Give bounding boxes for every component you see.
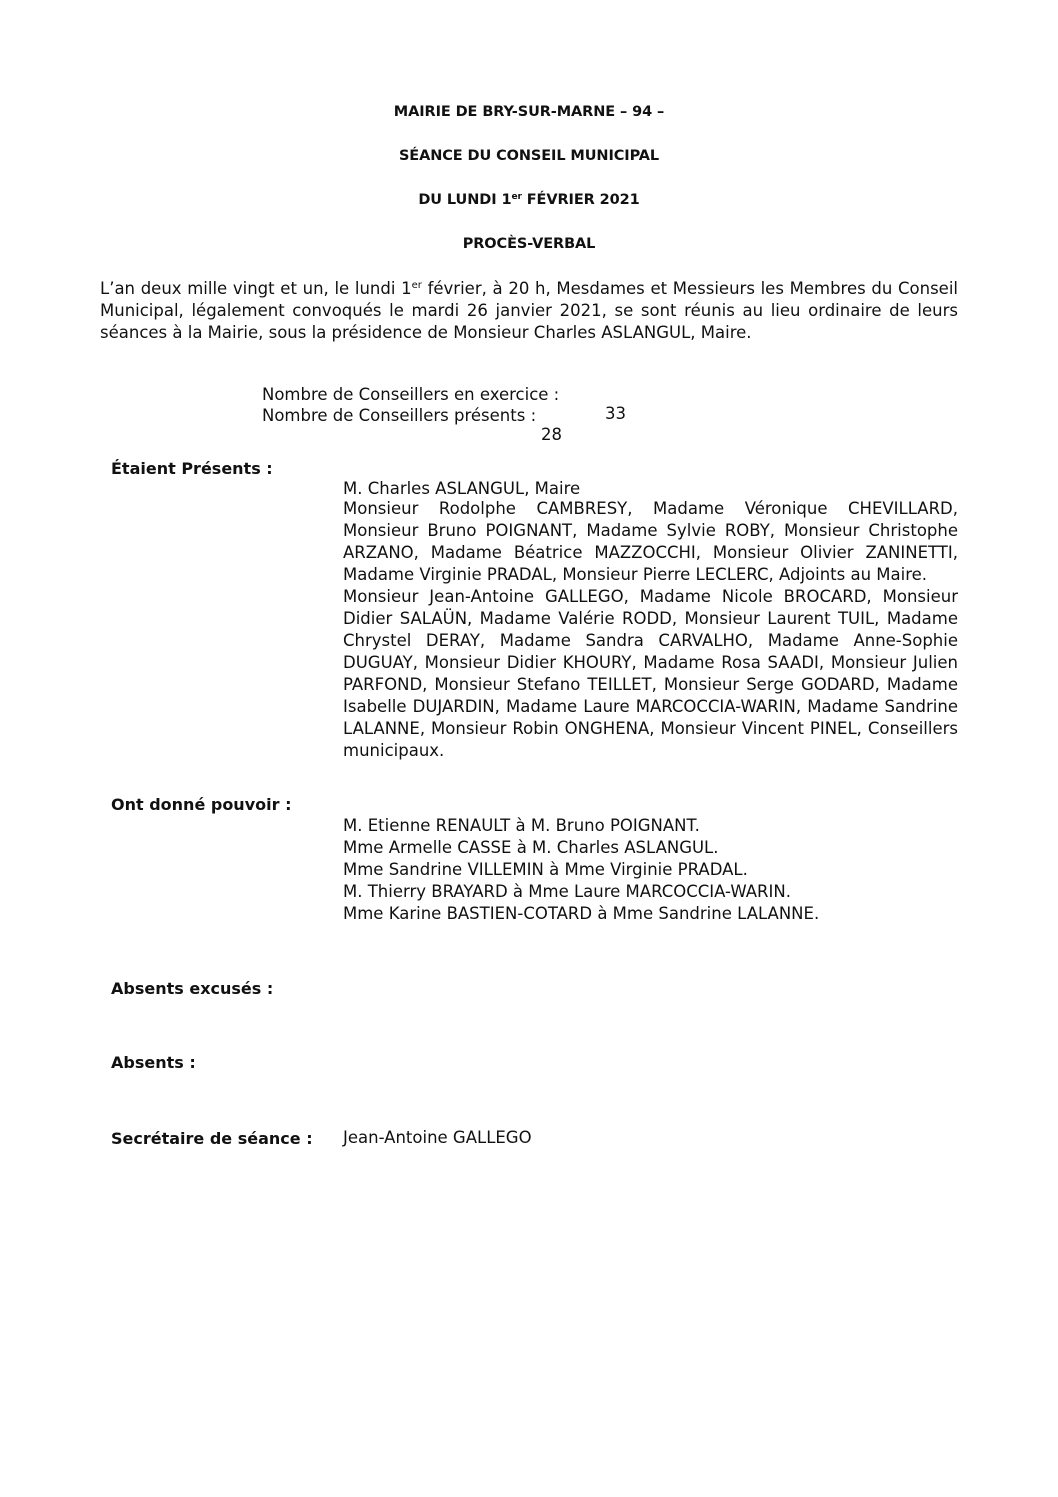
- date-title: DU LUNDI 1er FÉVRIER 2021: [418, 192, 640, 208]
- seance-title: SÉANCE DU CONSEIL MUNICIPAL: [398, 148, 660, 164]
- secretaire-label: Secrétaire de séance :: [111, 1129, 313, 1148]
- pouvoir-item: M. Thierry BRAYARD à Mme Laure MARCOCCIA-WARIN.: [343, 882, 791, 901]
- presents-adjoints: Monsieur Rodolphe CAMBRESY, Madame Véronique CHEVILLARD, Monsieur Bruno POIGNANT, Madame Sylvie ROBY, Monsieur Christophe ARZANO, Madame Béatrice MAZZOCCHI, Monsieur Olivier ZANINETTI, Madame Virginie PRADAL, Monsieur Pierre LECLERC, Adjoints au Maire.: [343, 499, 958, 584]
- pouvoirs-list: [343, 815, 819, 925]
- presents-label: Étaient Présents :: [111, 459, 273, 478]
- presents-conseillers: Monsieur Jean-Antoine GALLEGO, Madame Nicole BROCARD, Monsieur Didier SALAÜN, Madame Valérie RODD, Monsieur Laurent TUIL, Madame Chrystel DERAY, Madame Sandra CARVALHO, Madame Anne-Sophie DUGUAY, Monsieur Didier KHOURY, Madame Rosa SAADI, Monsieur Julien PARFOND, Monsieur Stefano TEILLET, Monsieur Serge GODARD, Madame Isabelle DUJARDIN, Madame Laure MARCOCCIA-WARIN, Madame Sandrine LALANNE, Monsieur Robin ONGHENA, Monsieur Vincent PINEL, Conseillers municipaux.: [343, 587, 958, 760]
- absents-excuses-label: Absents excusés :: [111, 979, 274, 998]
- mairie-title: MAIRIE DE BRY-SUR-MARNE – 94 –: [393, 104, 665, 120]
- absents-label: Absents :: [111, 1053, 196, 1072]
- pouvoir-item: Mme Sandrine VILLEMIN à Mme Virginie PRADAL.: [343, 860, 748, 879]
- count-exercice-value: 33: [605, 404, 626, 423]
- count-exercice-label: Nombre de Conseillers en exercice :: [261, 385, 560, 404]
- count-presents: [241, 387, 562, 463]
- intro-paragraph: L’an deux mille vingt et un, le lundi 1er février, à 20 h, Mesdames et Messieurs les Membres du Conseil Municipal, légalement convoqués le mardi 26 janvier 2021, se sont réunis au lieu ordinaire de leurs séances à la Mairie, sous la présidence de Monsieur Charles ASLANGUL, Maire.: [100, 279, 958, 342]
- secretaire-name: Jean-Antoine GALLEGO: [343, 1128, 532, 1147]
- pouvoirs-label: Ont donné pouvoir :: [111, 795, 292, 814]
- pouvoir-item: Mme Armelle CASSE à M. Charles ASLANGUL.: [343, 838, 719, 857]
- pouvoir-item: M. Etienne RENAULT à M. Bruno POIGNANT.: [343, 816, 700, 835]
- proces-verbal-title: PROCÈS-VERBAL: [462, 236, 596, 252]
- count-presents-value: 28: [541, 425, 562, 444]
- pouvoir-item: Mme Karine BASTIEN-COTARD à Mme Sandrine LALANNE.: [343, 904, 820, 923]
- presents-maire: M. Charles ASLANGUL, Maire: [343, 479, 581, 498]
- count-presents-label: Nombre de Conseillers présents :: [261, 406, 537, 425]
